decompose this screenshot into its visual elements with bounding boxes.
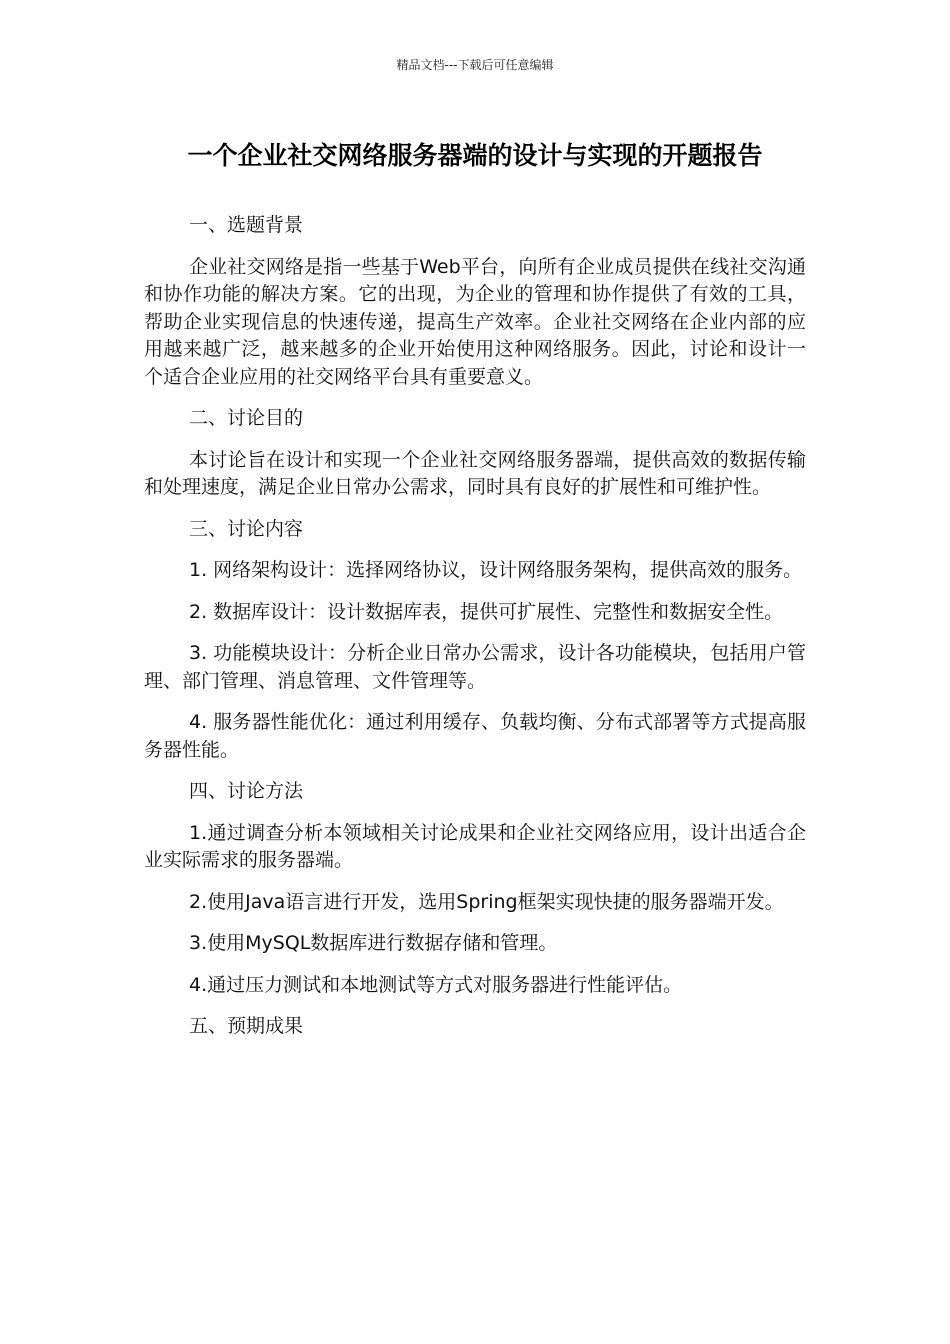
section-heading-purpose: 二、讨论目的: [189, 407, 304, 429]
document-body: [144, 212, 806, 1055]
section-heading-content: 三、讨论内容: [189, 517, 304, 540]
section-heading-background: 一、选题背景: [189, 214, 304, 236]
list-item-method-2: 2.使用Java语言进行开发，选用Spring框架实现快捷的服务器端开发。: [189, 890, 784, 913]
paragraph-background: 企业社交网络是指一些基于Web平台，向所有企业成员提供在线社交沟通和协作功能的解决方案。它的出现，为企业的管理和协作提供了有效的工具，帮助企业实现信息的快速传递，提高生产效率。企业社交网络在企业内部的应用越来越广泛，越来越多的企业开始使用这种网络服务。因此，讨论和设计一个适合企业应用的社交网络平台具有重要意义。: [144, 255, 806, 388]
list-item-content-3: 3. 功能模块设计：分析企业日常办公需求，设计各功能模块，包括用户管理、部门管理、消息管理、文件管理等。: [144, 642, 806, 692]
page-header: 精品文档---下载后可任意编辑: [396, 58, 554, 72]
list-item-method-1: 1.通过调查分析本领域相关讨论成果和企业社交网络应用，设计出适合企业实际需求的服务器端。: [144, 821, 806, 871]
paragraph-purpose: 本讨论旨在设计和实现一个企业社交网络服务器端，提供高效的数据传输和处理速度，满足企业日常办公需求，同时具有良好的扩展性和可维护性。: [144, 448, 806, 498]
section-heading-method: 四、讨论方法: [189, 780, 304, 802]
list-item-method-4: 4.通过压力测试和本地测试等方式对服务器进行性能评估。: [189, 973, 683, 996]
list-item-content-2: 2. 数据库设计：设计数据库表，提供可扩展性、完整性和数据安全性。: [189, 600, 784, 623]
list-item-content-1: 1. 网络架构设计：选择网络协议，设计网络服务架构，提供高效的服务。: [189, 559, 803, 581]
list-item-method-3: 3.使用MySQL数据库进行数据存储和管理。: [189, 932, 558, 954]
list-item-content-4: 4. 服务器性能优化：通过利用缓存、负载均衡、分布式部署等方式提高服务器性能。: [144, 711, 806, 761]
section-heading-results: 五、预期成果: [189, 1015, 304, 1037]
document-title: 一个企业社交网络服务器端的设计与实现的开题报告: [187, 141, 763, 170]
